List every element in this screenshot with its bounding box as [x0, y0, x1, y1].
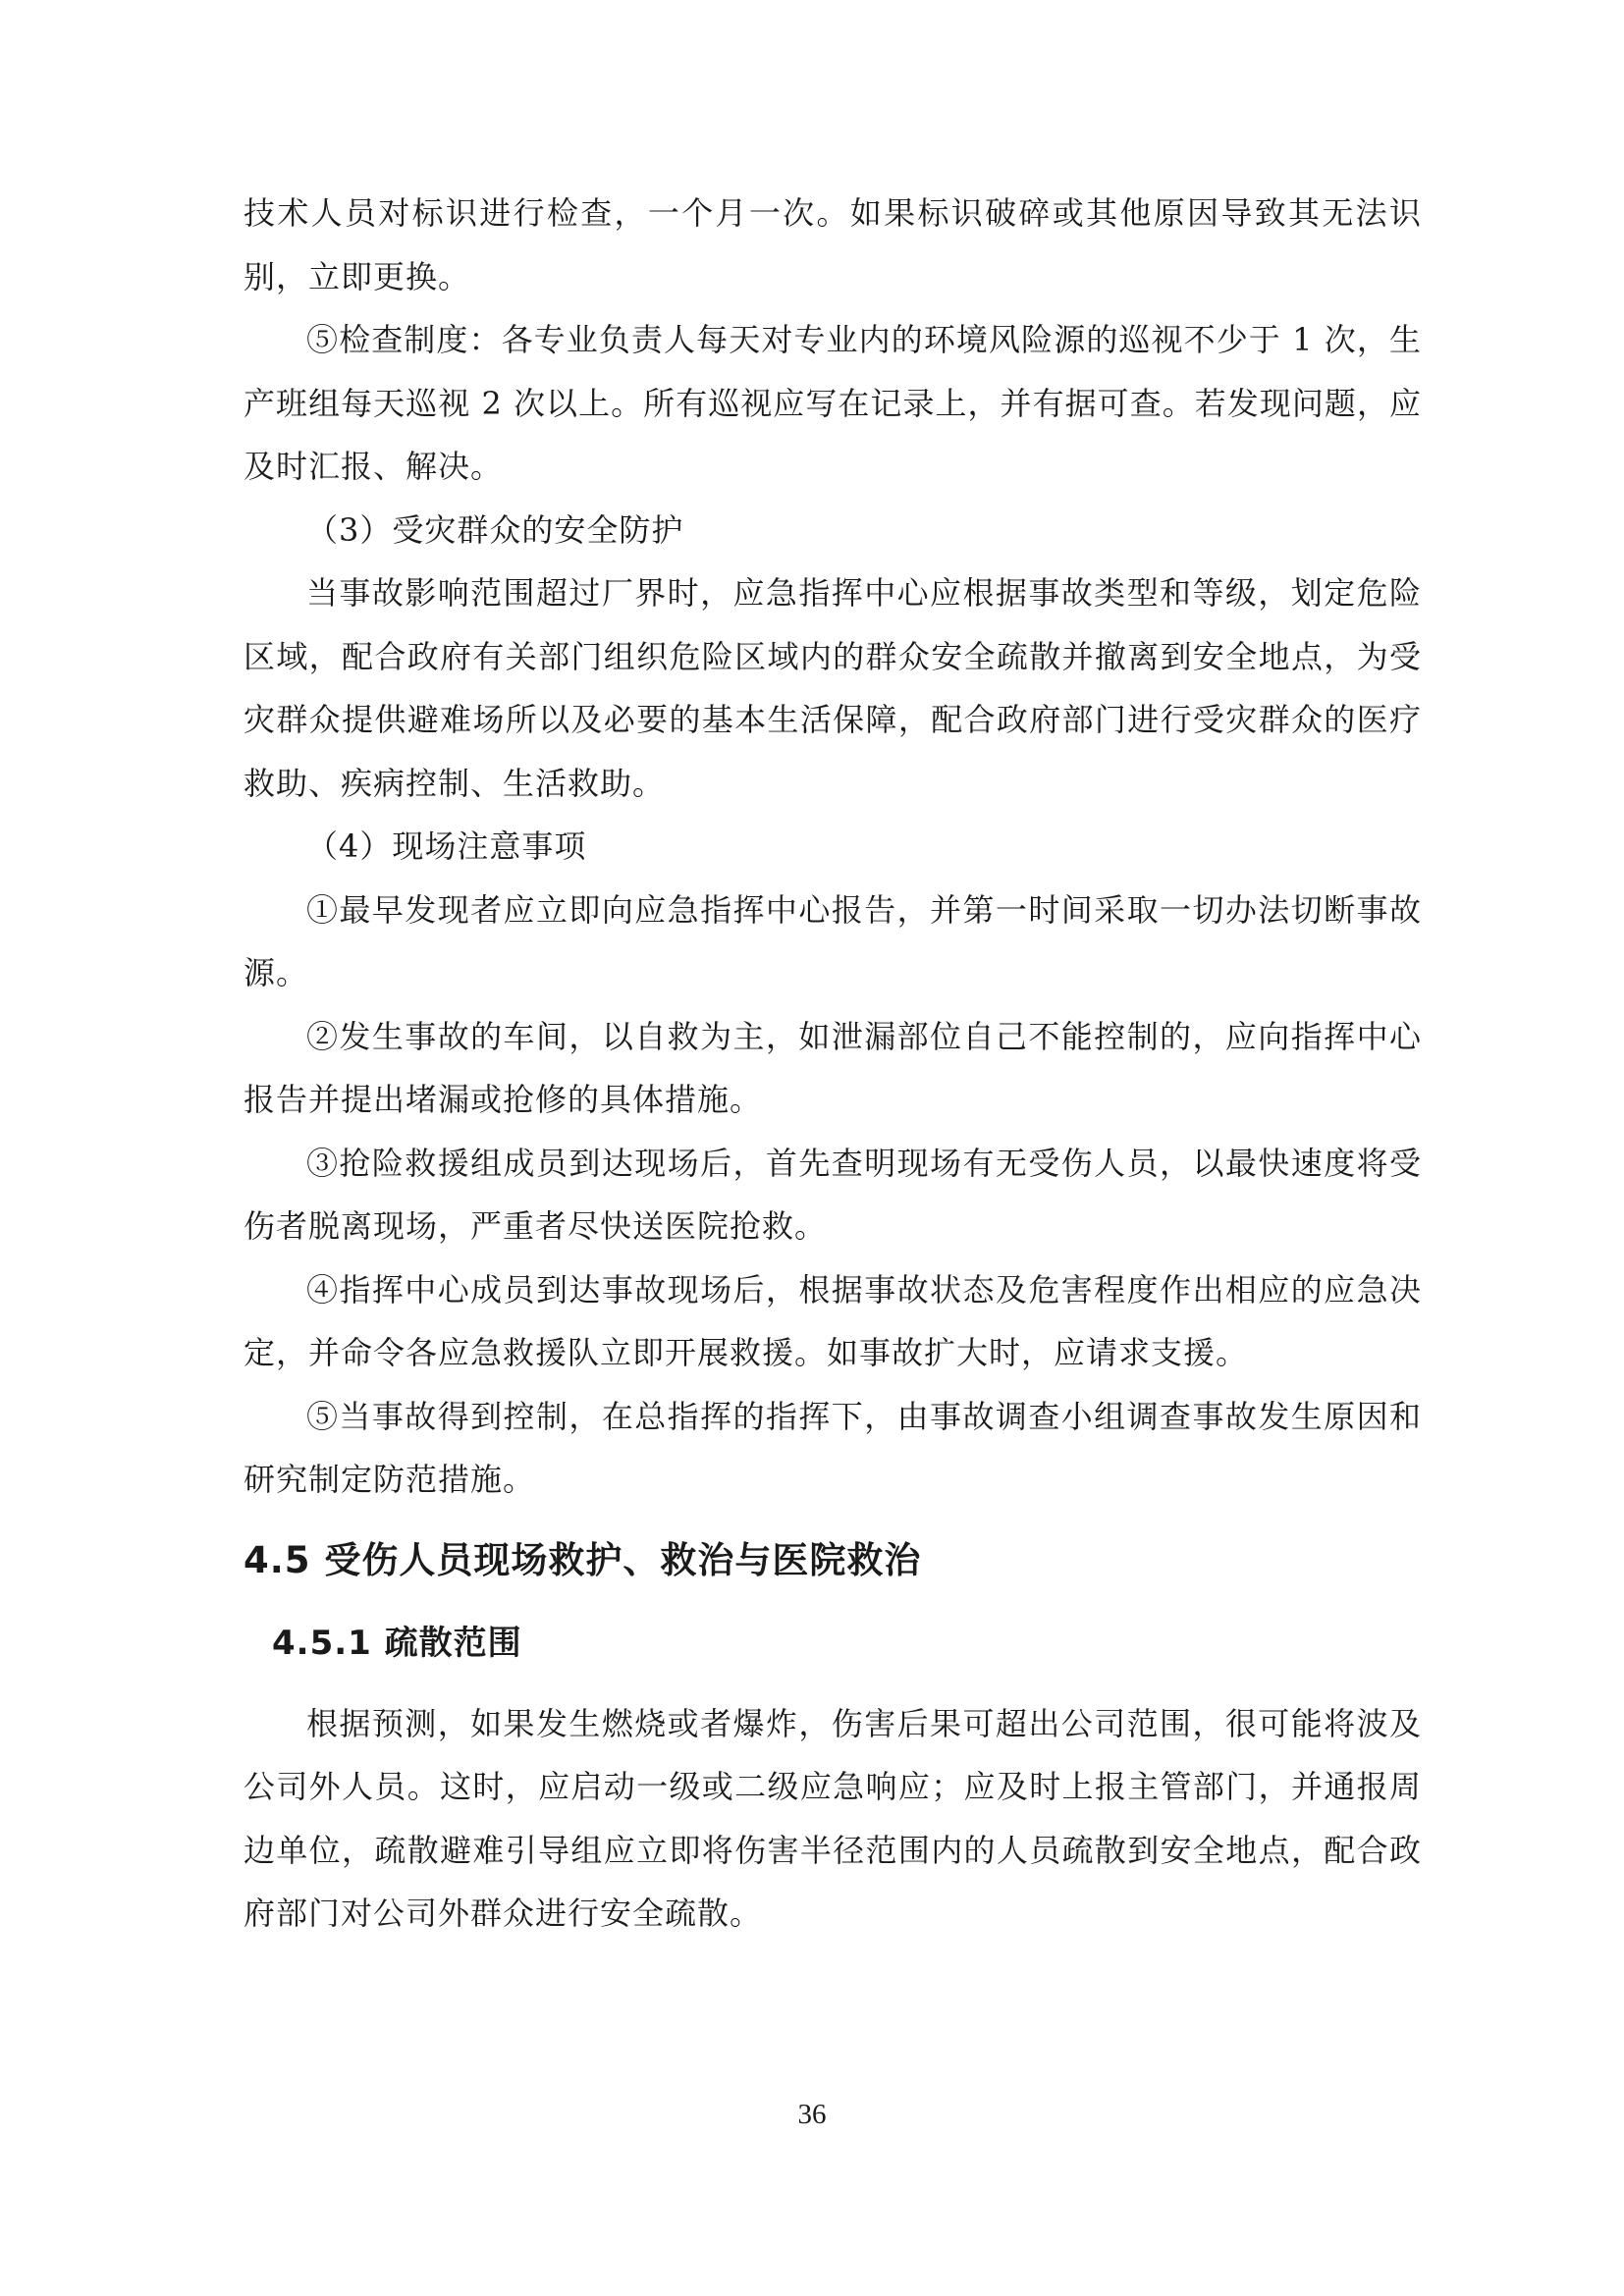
paragraph-sign-inspection-continued: 技术人员对标识进行检查，一个月一次。如果标识破碎或其他原因导致其无法识别，立即更换。	[244, 194, 1422, 295]
paragraph-note-1: ①最早发现者应立即向应急指挥中心报告，并第一时间采取一切办法切断事故源。	[244, 890, 1422, 991]
paragraph-note-3: ③抢险救援组成员到达现场后，首先查明现场有无受伤人员，以最快速度将受伤者脱离现场，严重者尽快送医院抢救。	[244, 1144, 1422, 1245]
paragraph-note-5: ⑤当事故得到控制，在总指挥的指挥下，由事故调查小组调查事故发生原因和研究制定防范措施。	[244, 1397, 1422, 1498]
paragraph-note-4: ④指挥中心成员到达事故现场后，根据事故状态及危害程度作出相应的应急决定，并命令各应急救援队立即开展救援。如事故扩大时，应请求支援。	[244, 1270, 1422, 1371]
paragraph-evacuation-scope: 根据预测，如果发生燃烧或者爆炸，伤害后果可超出公司范围，很可能将波及公司外人员。这时，应启动一级或二级应急响应；应及时上报主管部门，并通报周边单位，疏散避难引导组应立即将伤害半径范围内的人员疏散到安全地点，配合政府部门对公司外群众进行安全疏散。	[244, 1704, 1422, 1932]
subheading-onsite-notes: （4）现场注意事项	[306, 828, 587, 865]
page-number: 36	[797, 2099, 827, 2130]
paragraph-note-2: ②发生事故的车间，以自救为主，如泄漏部位自己不能控制的，应向指挥中心报告并提出堵漏或抢修的具体措施。	[244, 1017, 1422, 1118]
section-heading: 4.5 受伤人员现场救护、救治与医院救治	[244, 1538, 922, 1581]
paragraph-inspection-system: ⑤检查制度：各专业负责人每天对专业内的环境风险源的巡视不少于 1 次，生产班组每天巡视 2 次以上。所有巡视应写在记录上，并有据可查。若发现问题，应及时汇报、解决。	[244, 321, 1422, 485]
paragraph-affected-public-protection: 当事故影响范围超过厂界时，应急指挥中心应根据事故类型和等级，划定危险区域，配合政府有关部门组织危险区域内的群众安全疏散并撤离到安全地点，为受灾群众提供避难场所以及必要的基本生活保障，配合政府部门进行受灾群众的医疗救助、疾病控制、生活救助。	[244, 574, 1422, 802]
subheading-affected-public-protection: （3）受灾群众的安全防护	[306, 510, 684, 549]
subsection-heading: 4.5.1 疏散范围	[272, 1623, 522, 1663]
page-content	[244, 182, 1422, 1946]
